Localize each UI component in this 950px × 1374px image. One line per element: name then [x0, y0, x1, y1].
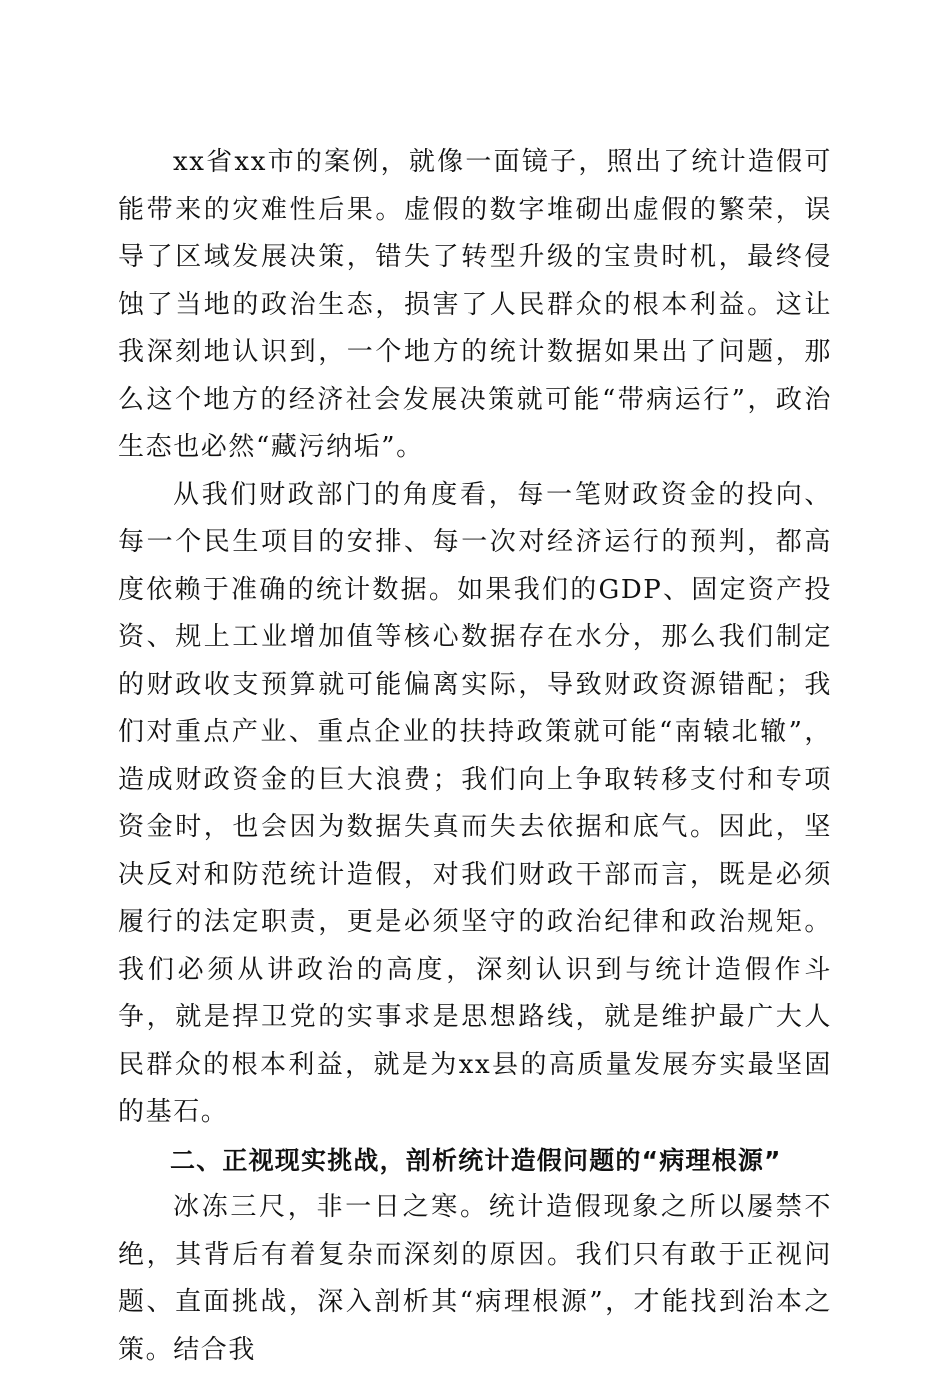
paragraph-root-causes: 冰冻三尺，非一日之寒。统计造假现象之所以屡禁不绝，其背后有着复杂而深刻的原因。我们只有敢于正视问题、直面挑战，深入剖析其“病理根源”，才能找到治本之策。结合我: [118, 1192, 832, 1365]
section-heading-2: 二、正视现实挑战，剖析统计造假问题的“病理根源”: [170, 1145, 782, 1175]
paragraph-case-reflection: xx省xx市的案例，就像一面镜子，照出了统计造假可能带来的灾难性后果。虚假的数字堆砌出虚假的繁荣，误导了区域发展决策，错失了转型升级的宝贵时机，最终侵蚀了当地的政治生态，损害了人民群众的根本利益。这让我深刻地认识到，一个地方的统计数据如果出了问题，那么这个地方的经济社会发展决策就可能“带病运行”，政治生态也必然“藏污纳垢”。: [118, 147, 832, 462]
paragraph-finance-perspective: 从我们财政部门的角度看，每一笔财政资金的投向、每一个民生项目的安排、每一次对经济运行的预判，都高度依赖于准确的统计数据。如果我们的GDP、固定资产投资、规上工业增加值等核心数据存在水分，那么我们制定的财政收支预算就可能偏离实际，导致财政资源错配；我们对重点产业、重点企业的扶持政策就可能“南辕北辙”，造成财政资金的巨大浪费；我们向上争取转移支付和专项资金时，也会因为数据失真而失去依据和底气。因此，坚决反对和防范统计造假，对我们财政干部而言，既是必须履行的法定职责，更是必须坚守的政治纪律和政治规矩。我们必须从讲政治的高度，深刻认识到与统计造假作斗争，就是捍卫党的实事求是思想路线，就是维护最广大人民群众的根本利益，就是为xx县的高质量发展夯实最坚固的基石。: [118, 479, 832, 1127]
document-body: [118, 139, 832, 1374]
